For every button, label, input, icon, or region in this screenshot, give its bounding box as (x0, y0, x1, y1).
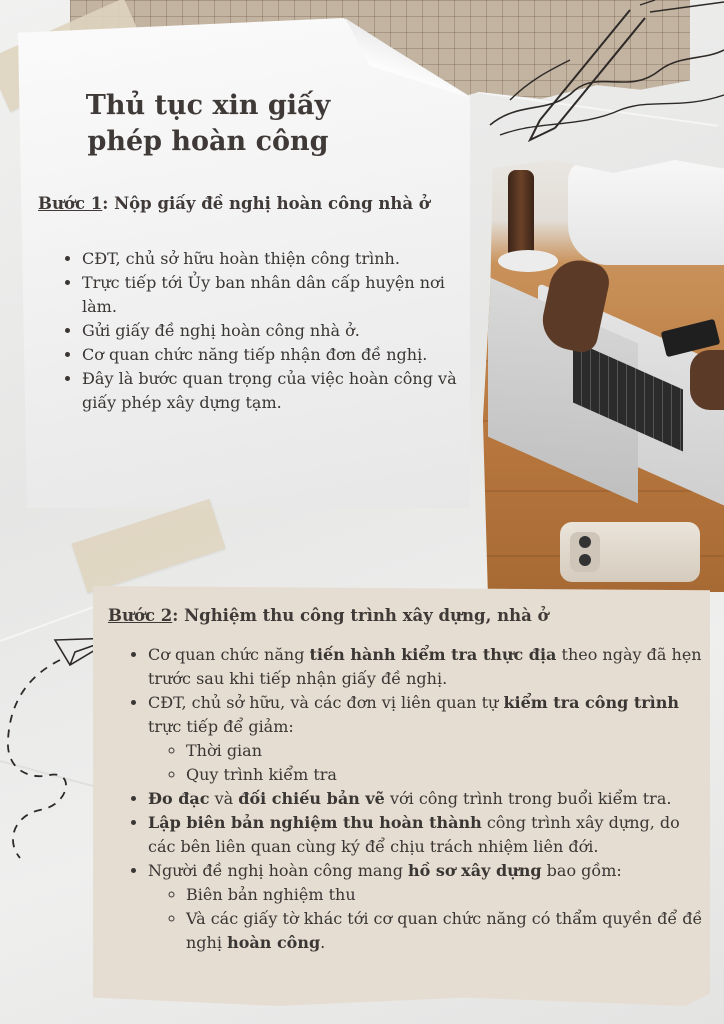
list-item (148, 859, 703, 955)
pencil-hand-doodle (480, 0, 724, 150)
text: Người đề nghị hoàn công mang (148, 861, 409, 880)
shirt-sleeve (568, 160, 724, 265)
bold-text: đối chiếu bản vẽ (238, 789, 385, 808)
sub-list-item (186, 907, 703, 955)
title-line: Thủ tục xin giấy (85, 90, 331, 121)
text: Và các giấy tờ khác tới cơ quan chức năng có thẩm quyền để đề nghị (186, 909, 703, 952)
text: . (320, 933, 326, 952)
step1-label: Bước 1 (38, 194, 103, 213)
bold-text: Đo đạc (148, 789, 210, 808)
list-item: • Trực tiếp tới Ủy ban nhân dân cấp huyện nơi làm. (82, 271, 458, 319)
laptop-photo (478, 160, 724, 592)
list-item: • Đây là bước quan trọng của việc hoàn công và giấy phép xây dựng tạm. (82, 367, 458, 415)
text: CĐT, chủ sở hữu, và các đơn vị liên quan tự (148, 693, 504, 712)
title-line: phép hoàn công (87, 126, 329, 157)
hand (690, 350, 724, 410)
list-item (148, 811, 703, 859)
list-item: • CĐT, chủ sở hữu hoàn thiện công trình. (82, 247, 458, 271)
step2-label: Bước 2 (108, 606, 173, 625)
text: trực tiếp để giảm: (148, 717, 294, 736)
step2-heading (108, 606, 708, 625)
step1-heading-text: : Nộp giấy đề nghị hoàn công nhà ở (102, 194, 430, 213)
bold-text: kiểm tra công trình (503, 693, 680, 712)
sub-list (148, 739, 703, 787)
sub-list-item: ◦ Quy trình kiểm tra (186, 763, 703, 787)
tape-strip (72, 499, 226, 593)
page-title (38, 88, 378, 160)
list-item (148, 643, 703, 691)
text: công trình xây dựng, do các bên liên quan cùng ký để chịu trách nhiệm liên đới. (148, 813, 680, 856)
bold-text: hoàn công (227, 933, 321, 952)
step2-heading-text: : Nghiệm thu công trình xây dựng, nhà ở (172, 606, 549, 625)
sub-list-item: ◦ Thời gian (186, 739, 703, 763)
step1-list (38, 247, 458, 415)
step1-heading (38, 194, 458, 213)
bold-text: Lập biên bản nghiệm thu hoàn thành (148, 813, 482, 832)
step2-list (108, 643, 703, 955)
text: bao gồm: (541, 861, 622, 880)
list-item: • Cơ quan chức năng tiếp nhận đơn đề nghị. (82, 343, 458, 367)
saucer (498, 250, 558, 272)
sub-list-item: ◦ Biên bản nghiệm thu (186, 883, 703, 907)
phone-camera (570, 532, 600, 572)
text: với công trình trong buổi kiểm tra. (384, 789, 672, 808)
text: theo ngày đã hẹn trước sau khi tiếp nhận giấy đề nghị. (148, 645, 702, 688)
bold-text: hồ sơ xây dựng (408, 861, 542, 880)
list-item (148, 691, 703, 787)
step2-content (108, 606, 708, 955)
list-item: • Gửi giấy đề nghị hoàn công nhà ở. (82, 319, 458, 343)
phone (560, 522, 700, 582)
bold-text: tiến hành kiểm tra thực địa (309, 645, 557, 664)
wood-grain (478, 490, 724, 492)
text: Cơ quan chức năng (148, 645, 310, 664)
text: và (209, 789, 239, 808)
sub-list (148, 883, 703, 955)
step1-content (38, 88, 458, 415)
list-item (148, 787, 703, 811)
